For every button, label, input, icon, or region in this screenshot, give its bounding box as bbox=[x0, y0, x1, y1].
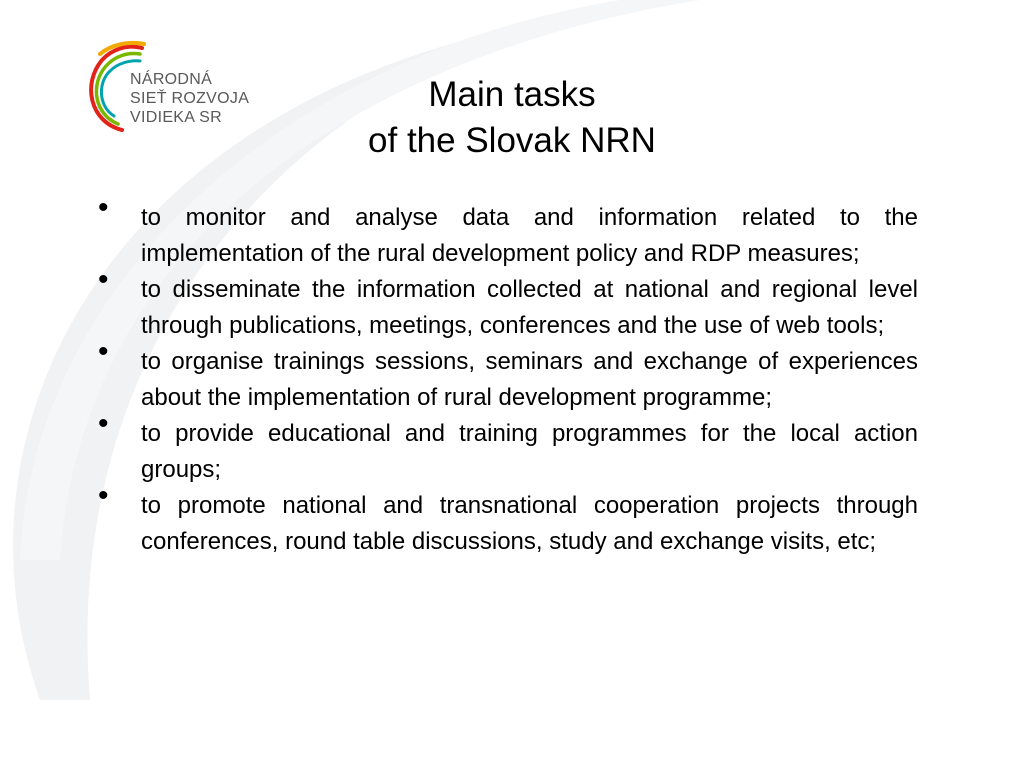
bullet: • bbox=[98, 191, 109, 224]
nrn-logo bbox=[80, 38, 260, 138]
logo-line-3: VIDIEKA SR bbox=[130, 109, 222, 126]
bullet: • bbox=[98, 335, 109, 368]
slide-title bbox=[300, 72, 724, 164]
list-item bbox=[88, 407, 918, 488]
task-list bbox=[88, 191, 918, 560]
list-item bbox=[88, 335, 918, 416]
task-text: to monitor and analyse data and information related to the implementation of the rural development policy and RDP measures; bbox=[141, 204, 918, 267]
task-text: to promote national and transnational cooperation projects through conferences, round table discussions, study and exchange visits, etc; bbox=[141, 492, 918, 555]
list-item bbox=[88, 191, 918, 272]
bullet: • bbox=[98, 479, 109, 512]
list-item bbox=[88, 263, 918, 344]
task-text: to provide educational and training programmes for the local action groups; bbox=[141, 420, 918, 483]
task-text: to organise trainings sessions, seminars and exchange of experiences about the implementation of rural development programme; bbox=[141, 348, 918, 411]
logo-line-1: NÁRODNÁ bbox=[130, 71, 213, 88]
title-line-2: of the Slovak NRN bbox=[368, 121, 656, 160]
task-text: to disseminate the information collected at national and regional level through publications, meetings, conferences and the use of web tools; bbox=[141, 276, 918, 339]
title-line-1: Main tasks bbox=[428, 75, 596, 114]
logo-line-2: SIEŤ ROZVOJA bbox=[130, 90, 250, 107]
bullet: • bbox=[98, 407, 109, 440]
list-item bbox=[88, 479, 918, 560]
bullet: • bbox=[98, 263, 109, 296]
logo-wordmark bbox=[130, 70, 249, 127]
